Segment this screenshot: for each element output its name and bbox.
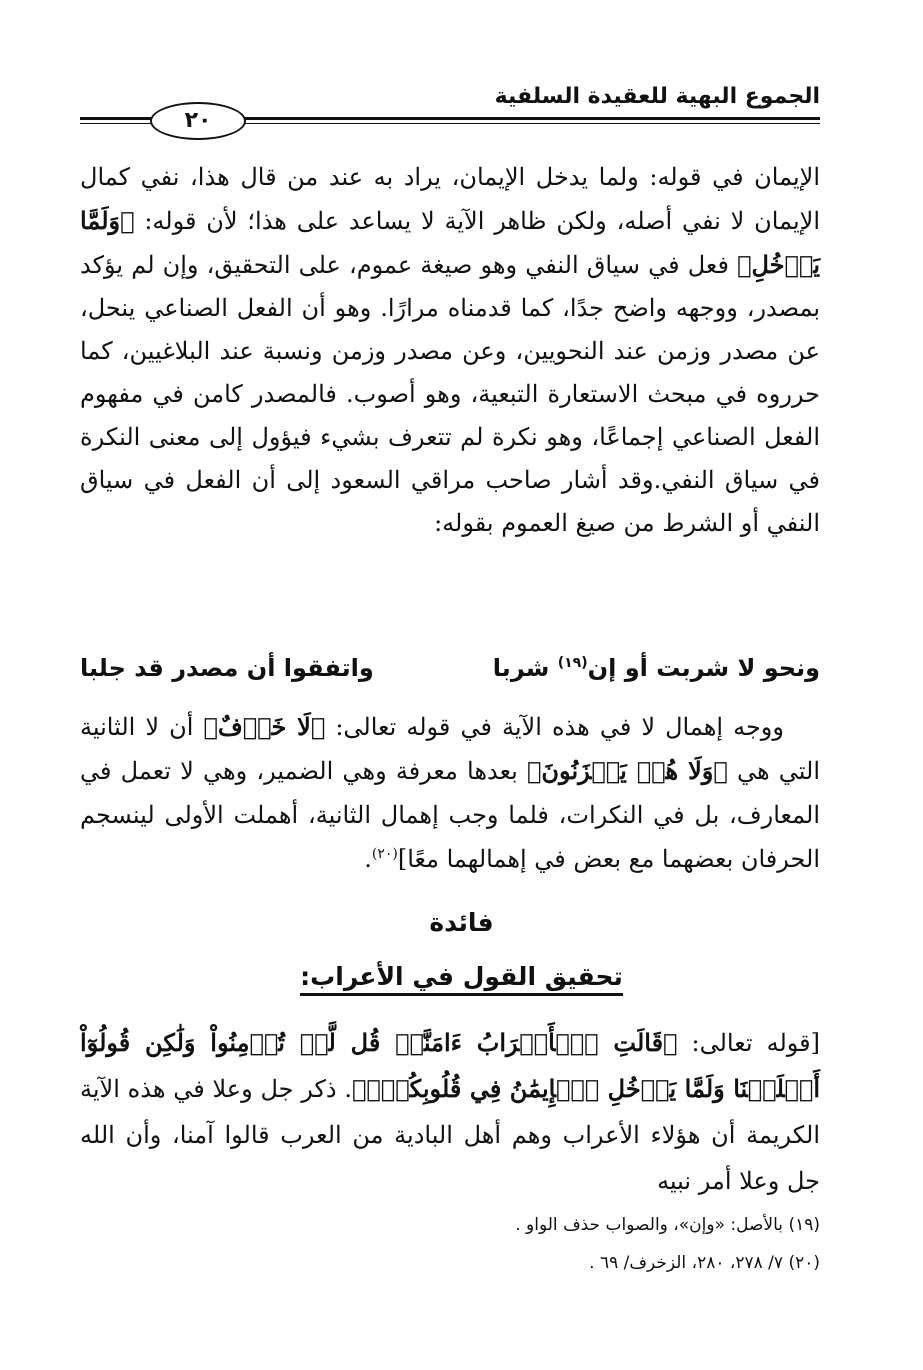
paragraph-2-text bbox=[80, 705, 820, 881]
paragraph-3 bbox=[80, 1020, 820, 1204]
quran-quote-3: ﴿وَلَا هُمۡ يَحۡزَنُونَ﴾ bbox=[527, 756, 728, 785]
footnote-ref-19[interactable]: (١٩) bbox=[557, 655, 588, 671]
para2-text-b: أن لا الثانية التي هي bbox=[80, 713, 820, 785]
para2-text-c: بعدها معرفة وهي الضمير، وهي لا تعمل في المعارف، بل في النكرات، فلما وجب إهمال الثانية، أهملت الأولى لينسجم الحرفان بعضهما مع بعض في إهمالهما معًا] bbox=[80, 757, 820, 873]
section-heading-benefit: فائدة bbox=[429, 908, 494, 937]
para2-text-d: . bbox=[364, 845, 372, 873]
para3-text-a: [قوله تعالى: bbox=[677, 1029, 820, 1057]
para1-text-b: فعل في سياق النفي وهو صيغة عموم، على التحقيق، وإن لم يؤكد بمصدر، ووجهه واضح جدًا، كما قدمناه مرارًا. وهو أن الفعل الصناعي ينحل، عن مصدر وزمن عند النحويين، وعن مصدر وزمن ونسبة عند البلاغيين، كما حرروه في مبحث الاستعارة التبعية، وهو أصوب. فالمصدر كامن في مفهوم الفعل الصناعي إجماعًا، وهو نكرة لم تتعرف بشيء فيؤول إلى معنى النكرة في سياق النفي.وقد أشار صاحب مراقي السعود إلى أن الفعل في سياق النفي أو الشرط من صيغ العموم بقوله: bbox=[80, 251, 820, 537]
page-number: ٢٠ bbox=[150, 102, 246, 140]
running-head bbox=[80, 84, 820, 133]
section-subheading bbox=[0, 962, 923, 991]
para3-text-b: . ذكر جل وعلا في هذه الآية الكريمة أن هؤلاء الأعراب وهم أهل البادية من العرب قالوا آمنا، وأن الله جل وعلا أمر نبيه bbox=[80, 1075, 820, 1195]
verse-hemistich-1-text: ونحو لا شربت أو إن bbox=[587, 654, 820, 682]
quran-quote-2: ﴿لَا خَوۡفٌ﴾ bbox=[203, 712, 326, 741]
verse-hemistich-2: واتفقوا أن مصدر قد جلبا bbox=[80, 654, 374, 682]
quran-quote-4: ﴿قَالَتِ ٱلۡأَعۡرَابُ ءَامَنَّاۖ قُل لَّمۡ تُؤۡمِنُواْ وَلَٰكِن قُولُوٓاْ أَسۡلَمۡنَا وَلَمَّا يَدۡخُلِ ٱلۡإِيمَٰنُ فِي قُلُوبِكُمۡۖ﴾ bbox=[80, 1028, 820, 1103]
section-subheading-text: تحقيق القول في الأعراب: bbox=[300, 962, 623, 996]
paragraph-1-text bbox=[80, 156, 820, 545]
footnote-19: (١٩) بالأصل: «وإن»، والصواب حذف الواو . bbox=[515, 1215, 820, 1235]
paragraph-2 bbox=[80, 705, 820, 881]
footnote-ref-20[interactable]: (٢٠) bbox=[371, 846, 398, 862]
verse-hemistich-1-end: شربا bbox=[492, 654, 558, 682]
footnotes bbox=[80, 1206, 820, 1282]
verse-hemistich-1 bbox=[493, 646, 820, 690]
footnote-20: (٢٠) ٧/ ٢٧٨، ٢٨٠، الزخرف/ ٦٩ . bbox=[589, 1253, 820, 1273]
paragraph-1 bbox=[80, 156, 820, 545]
para1-text-a: الإيمان في قوله: ولما يدخل الإيمان، يراد به عند من قال هذا، نفي كمال الإيمان لا نفي أصله، ولكن ظاهر الآية لا يساعد على هذا؛ لأن قوله: bbox=[80, 163, 820, 235]
running-title: الجموع البهية للعقيدة السلفية bbox=[494, 84, 820, 109]
poetry-verse bbox=[80, 646, 820, 690]
quran-quote-1: ﴿وَلَمَّا يَدۡخُلِ﴾ bbox=[80, 206, 820, 279]
para2-text-a: ووجه إهمال لا في هذه الآية في قوله تعالى: bbox=[325, 713, 784, 741]
paragraph-3-text bbox=[80, 1020, 820, 1204]
